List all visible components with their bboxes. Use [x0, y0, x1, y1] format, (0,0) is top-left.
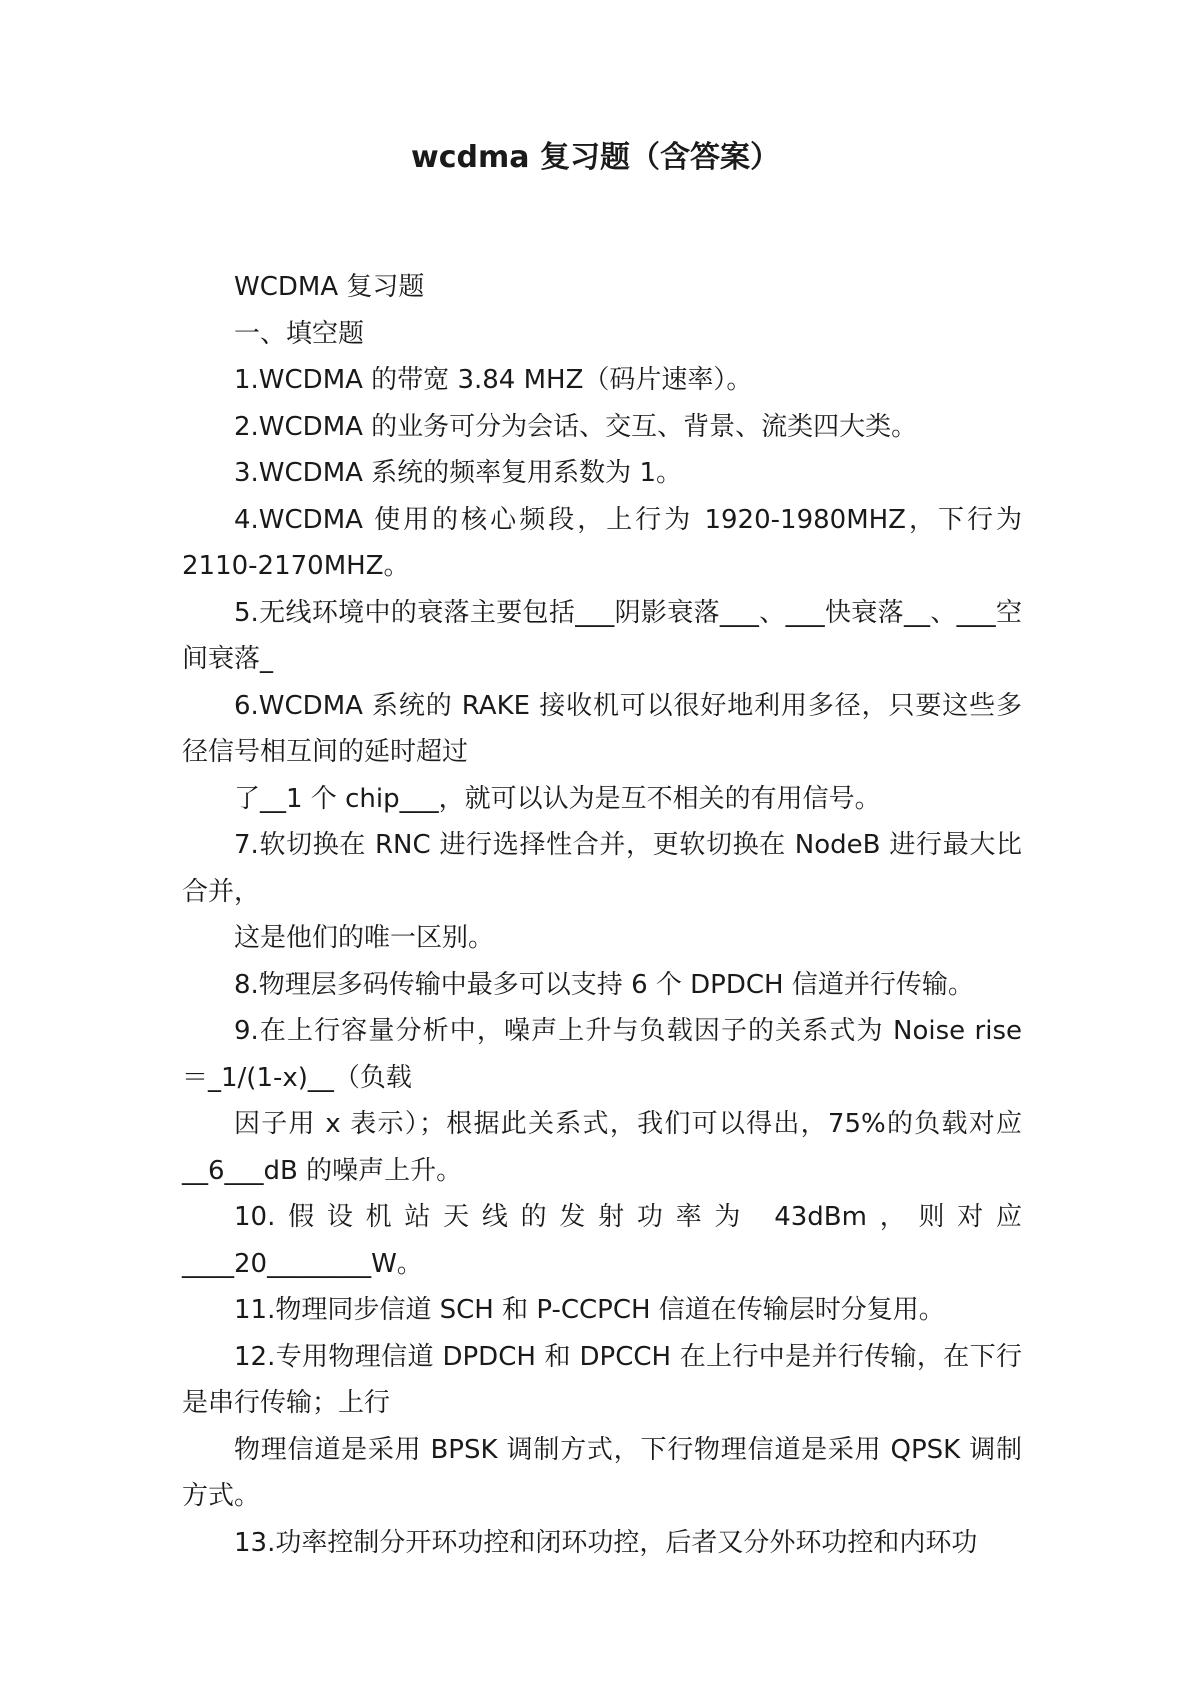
paragraph-q7-continued: 这是他们的唯一区别。: [234, 923, 495, 953]
paragraph-q5: 5.无线环境中的衰落主要包括___阴影衰落___、___快衰落__、___空间衰落_: [182, 597, 1022, 674]
paragraph-q9: 9.在上行容量分析中，噪声上升与负载因子的关系式为 Noise rise ＝_1/(1-x)__（负载: [182, 1016, 1022, 1093]
paragraph-section-heading: WCDMA 复习题: [234, 272, 425, 302]
paragraph-q3: 3.WCDMA 系统的频率复用系数为 1。: [234, 458, 682, 488]
paragraph-q1: 1.WCDMA 的带宽 3.84 MHZ（码片速率）。: [234, 365, 753, 395]
document-title: wcdma 复习题（含答案）: [411, 140, 780, 175]
paragraph-q4: 4.WCDMA 使用的核心频段，上行为 1920-1980MHZ，下行为 2110-2170MHZ。: [182, 504, 1022, 581]
paragraph-q10: 10.假设机站天线的发射功率为 43dBm，则对应____20________W。: [182, 1202, 1022, 1279]
paragraph-q2: 2.WCDMA 的业务可分为会话、交互、背景、流类四大类。: [234, 411, 918, 442]
paragraph-q6-continued: 了__1 个 chip___，就可以认为是互不相关的有用信号。: [234, 783, 881, 814]
paragraph-q12-continued: 物理信道是采用 BPSK 调制方式，下行物理信道是采用 QPSK 调制方式。: [182, 1434, 1022, 1511]
document-body: [182, 264, 1022, 1566]
paragraph-q11: 11.物理同步信道 SCH 和 P-CCPCH 信道在传输层时分复用。: [234, 1295, 945, 1325]
paragraph-q8: 8.物理层多码传输中最多可以支持 6 个 DPDCH 信道并行传输。: [234, 969, 974, 1000]
paragraph-part-heading: 一、填空题: [234, 318, 365, 349]
paragraph-q7: 7.软切换在 RNC 进行选择性合并，更软切换在 NodeB 进行最大比合并，: [182, 830, 1022, 907]
paragraph-q6: 6.WCDMA 系统的 RAKE 接收机可以很好地利用多径，只要这些多径信号相互间的延时超过: [182, 690, 1022, 767]
paragraph-q12: 12.专用物理信道 DPDCH 和 DPCCH 在上行中是并行传输，在下行是串行传输；上行: [182, 1341, 1022, 1418]
paragraph-q9-continued: 因子用 x 表示）；根据此关系式，我们可以得出，75%的负载对应__6___dB 的噪声上升。: [182, 1109, 1022, 1186]
paragraph-q13: 13.功率控制分开环功控和闭环功控，后者又分外环功控和内环功: [234, 1527, 978, 1558]
